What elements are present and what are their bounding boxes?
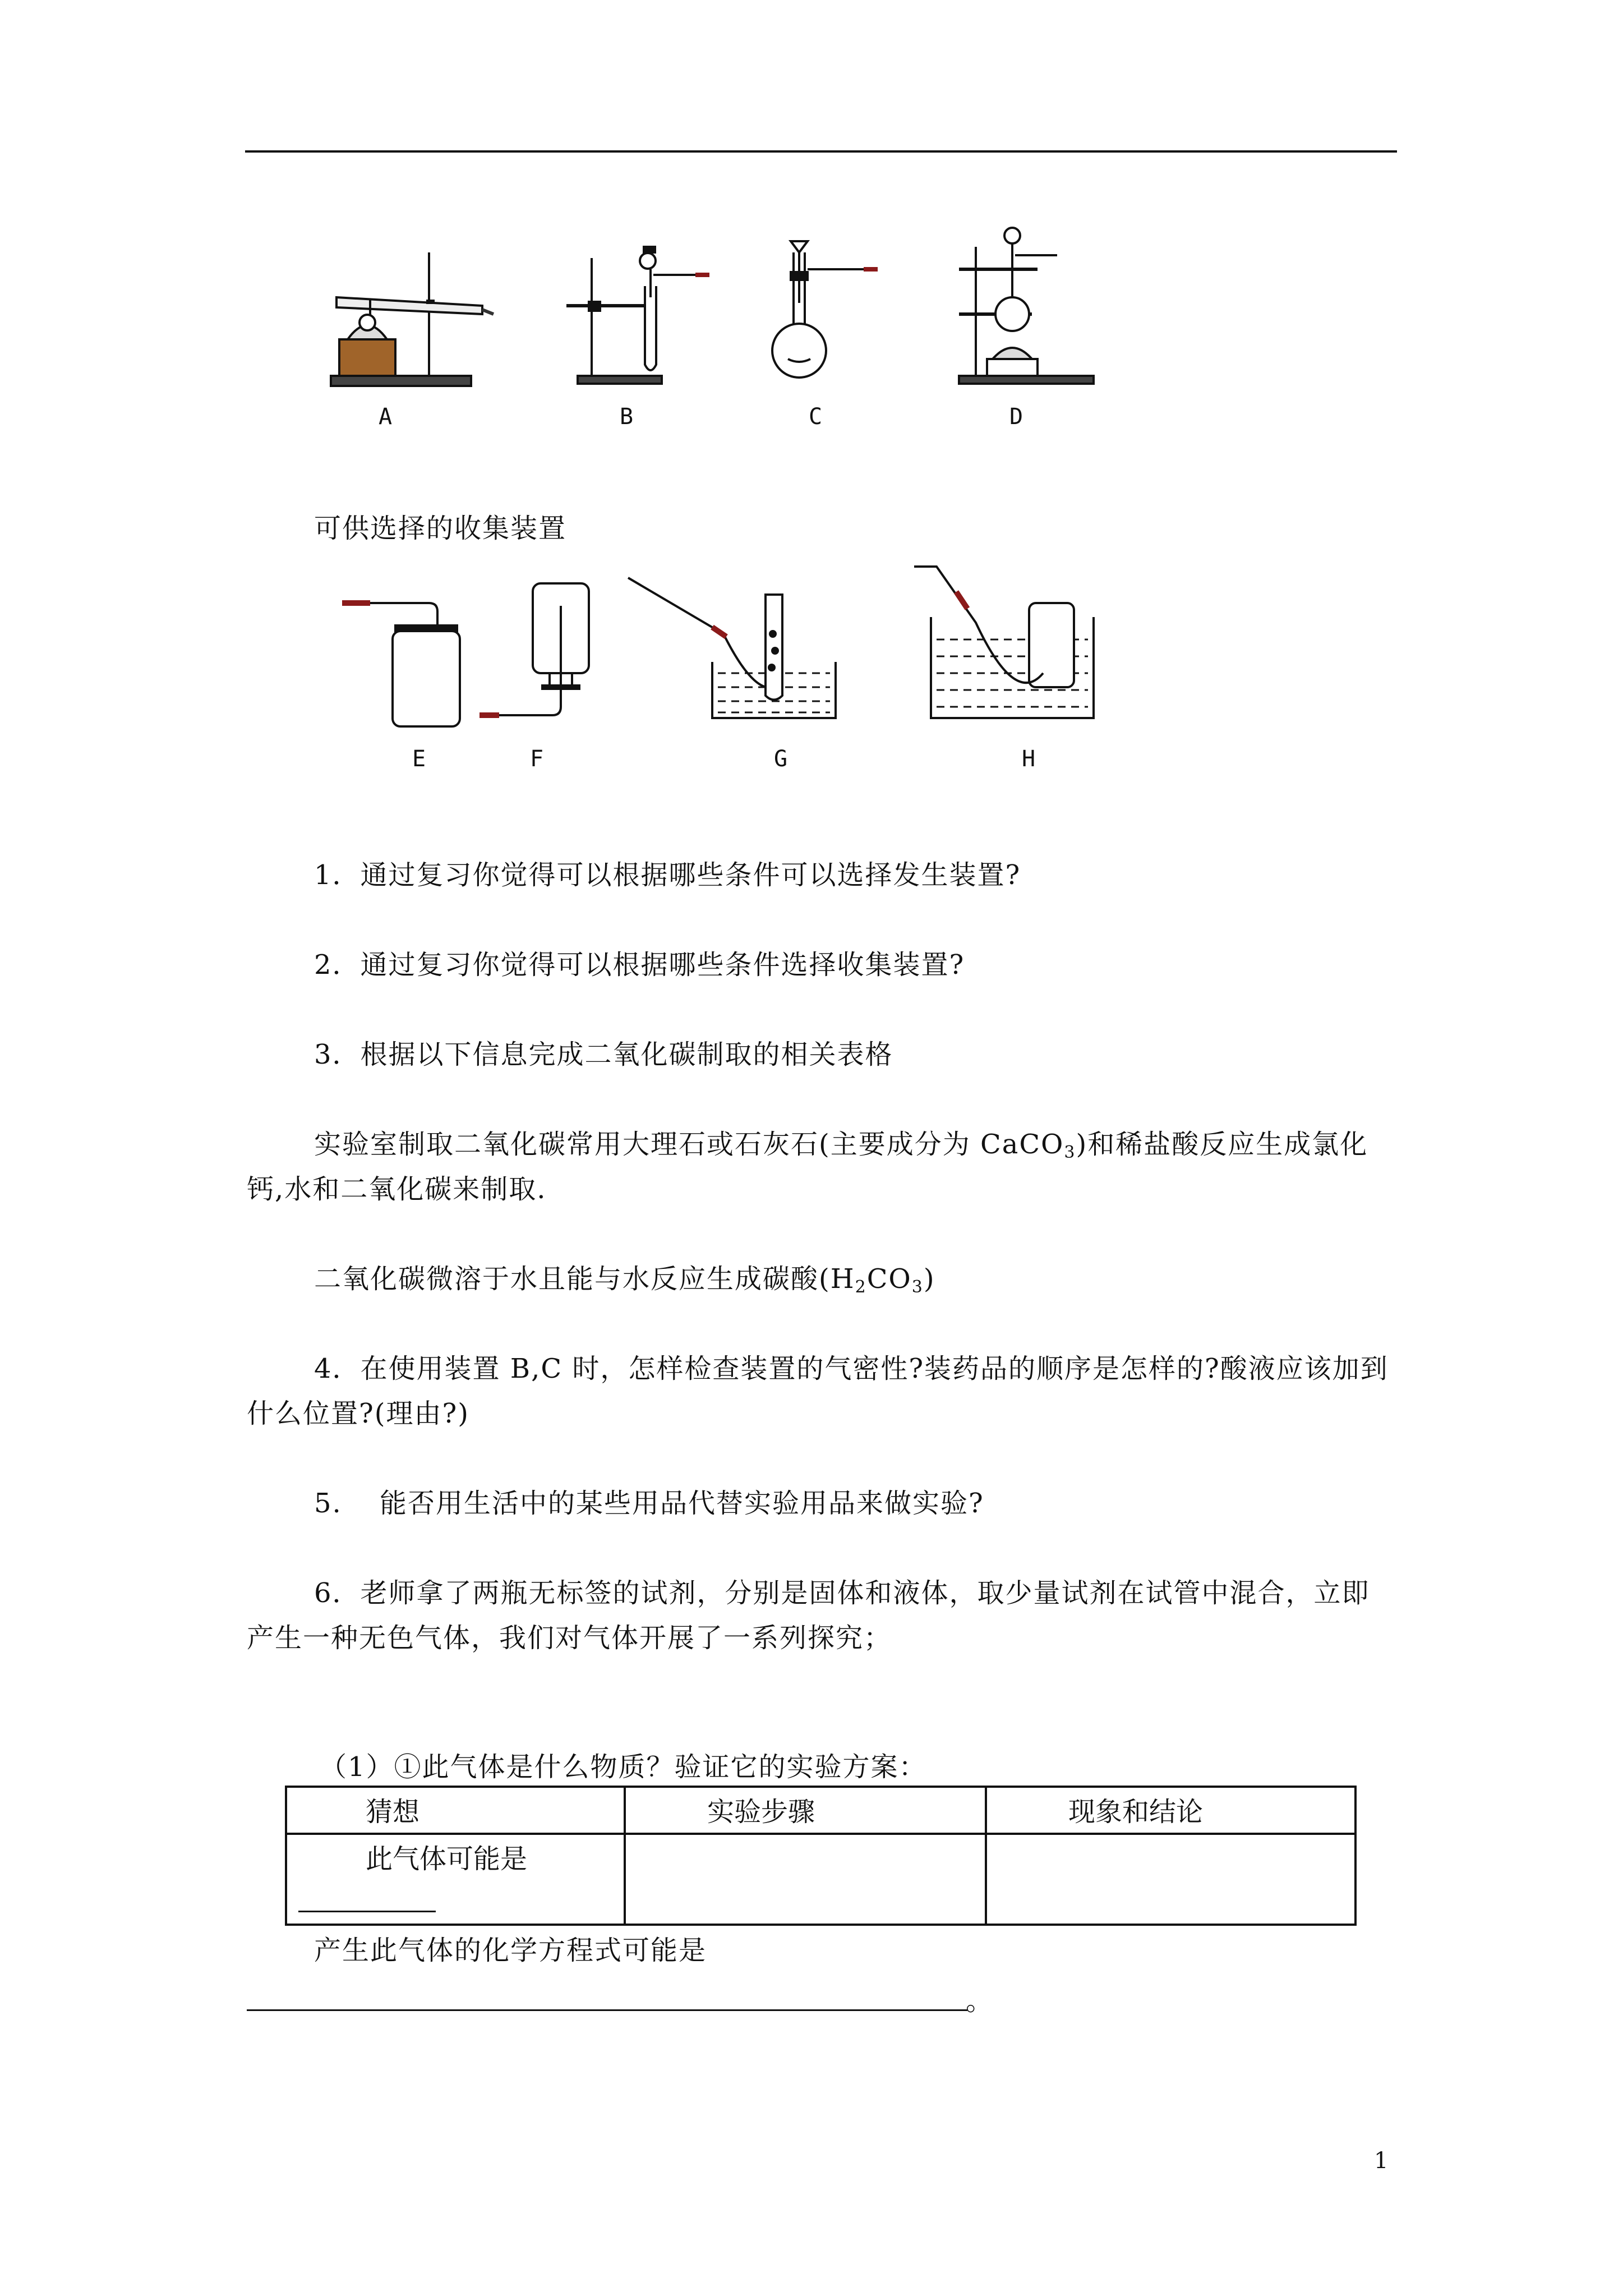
apparatus-b [566, 247, 709, 384]
cell-guess[interactable]: 此气体可能是 [286, 1834, 625, 1925]
apparatus-a [331, 252, 494, 386]
guess-blank [298, 1911, 436, 1912]
apparatus-e [342, 603, 460, 726]
info-paragraph-1-cont: 钙,水和二氧化碳来制取. [247, 1174, 547, 1205]
apparatus-d [959, 228, 1094, 384]
question-6: 6．老师拿了两瓶无标签的试剂，分别是固体和液体，取少量试剂在试管中混合，立即 [314, 1577, 1370, 1609]
header-rule [245, 150, 1397, 153]
cell-steps[interactable] [625, 1834, 986, 1925]
equation-end: 。 [966, 1985, 994, 2017]
header-steps: 实验步骤 [625, 1787, 986, 1834]
apparatus-g [628, 578, 836, 718]
question-1: 1．通过复习你觉得可以根据哪些条件可以选择发生装置? [314, 859, 1021, 891]
label-c: C [809, 404, 823, 430]
collection-heading: 可供选择的收集装置 [314, 513, 567, 544]
page-number: 1 [1374, 2148, 1390, 2174]
header-result: 现象和结论 [986, 1787, 1355, 1834]
experiment-table [285, 1786, 1357, 1926]
label-d: D [1009, 404, 1023, 430]
question-3: 3．根据以下信息完成二氧化碳制取的相关表格 [314, 1039, 893, 1070]
collection-apparatus-figure [331, 561, 1116, 752]
equation-blank[interactable] [247, 2009, 967, 2011]
apparatus-f [479, 583, 589, 715]
question-5: 5. 能否用生活中的某些用品代替实验用品来做实验? [314, 1488, 984, 1519]
question-2: 2．通过复习你觉得可以根据哪些条件选择收集装置? [314, 949, 965, 981]
apparatus-c [772, 241, 878, 378]
label-f: F [530, 746, 544, 772]
label-h: H [1022, 746, 1036, 772]
label-e: E [412, 746, 426, 772]
sub-question-1: （1）①此气体是什么物质？验证它的实验方案： [320, 1751, 927, 1783]
question-4-cont: 什么位置?(理由?) [247, 1398, 469, 1429]
label-a: A [379, 404, 393, 430]
cell-result[interactable] [986, 1834, 1355, 1925]
info-paragraph-1: 实验室制取二氧化碳常用大理石或石灰石(主要成分为 CaCO$_3$)和稀盐酸反应生成氯化 [314, 1129, 1368, 1162]
apparatus-h [914, 567, 1094, 718]
info-paragraph-2: 二氧化碳微溶于水且能与水反应生成碳酸$(H_2CO_3)$ [314, 1263, 935, 1297]
generator-apparatus-figure [314, 213, 1099, 438]
question-4: 4．在使用装置 B,C 时，怎样检查装置的气密性?装药品的顺序是怎样的?酸液应该加到 [314, 1353, 1389, 1384]
label-g: G [774, 746, 788, 772]
label-b: B [620, 404, 634, 430]
header-guess: 猜想 [286, 1787, 625, 1834]
question-6-cont: 产生一种无色气体，我们对气体开展了一系列探究； [247, 1622, 892, 1654]
equation-prompt: 产生此气体的化学方程式可能是 [314, 1935, 707, 1966]
